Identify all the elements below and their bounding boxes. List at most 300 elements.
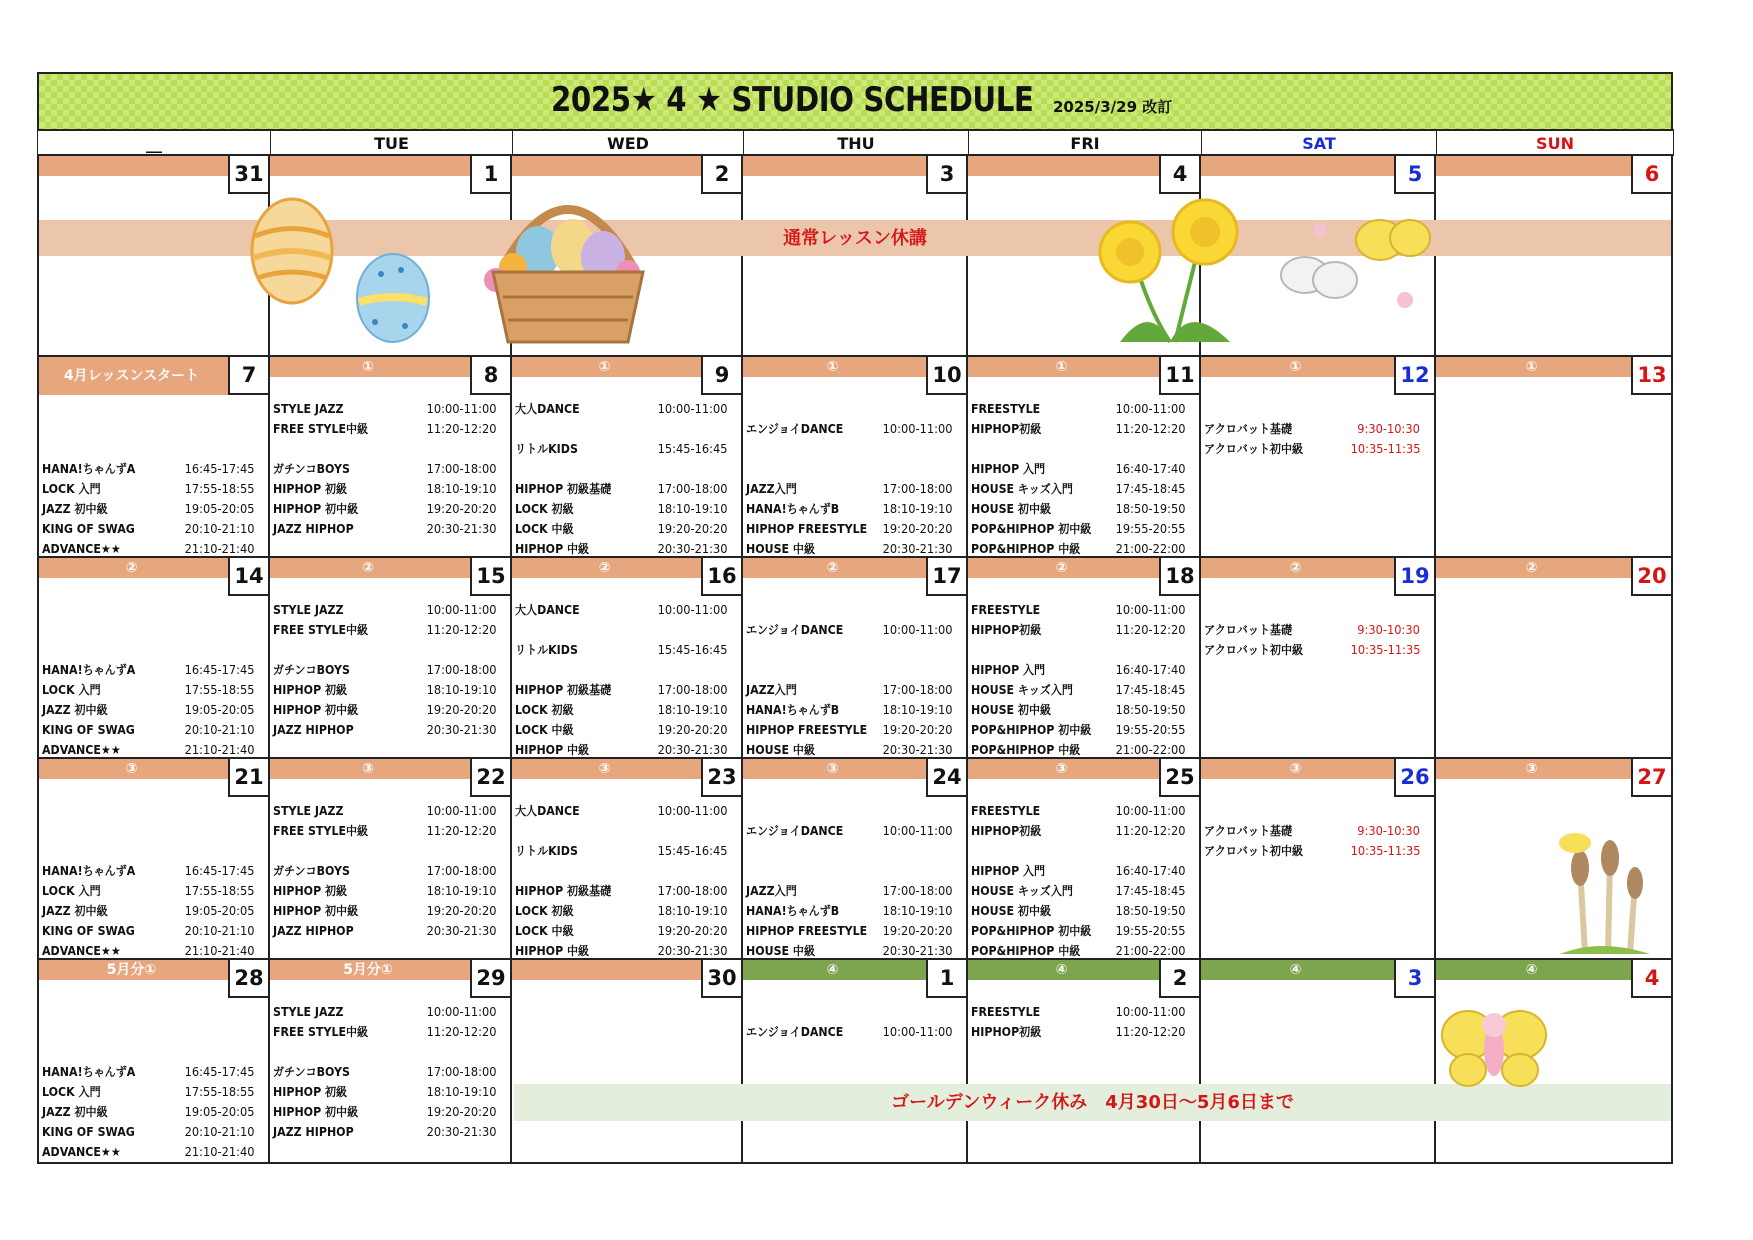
day-cell [270,960,512,1164]
lesson-time: 20:30-21:30 [426,924,496,938]
lesson-time: 17:55-18:55 [184,683,254,697]
lesson-time: 11:20-12:20 [426,824,496,838]
lesson-name: FREESTYLE [971,1005,1041,1019]
lesson-time: 9:30-10:30 [1357,623,1420,637]
lesson-time: 19:55-20:55 [1115,924,1185,938]
lesson-row [42,721,264,740]
date-number: 21 [228,759,268,797]
week-number-label: ② [1525,560,1538,576]
lesson-name: STYLE JAZZ [273,1005,344,1019]
week-number-label: ③ [598,761,611,777]
date-number: 4 [1159,156,1199,194]
date-number: 13 [1631,357,1671,395]
weekday-1: TUE [270,129,513,156]
lesson-row [1204,621,1430,640]
lesson-row [273,621,506,640]
lesson-name: HANA!ちゃんずB [746,904,840,918]
date-number: 16 [701,558,741,596]
lesson-row [746,540,962,558]
week-number-label: ① [362,359,374,375]
lesson-row [971,460,1195,479]
lesson-row [515,500,737,519]
lesson-time: 18:10-19:10 [657,703,727,717]
day-cell [968,558,1201,759]
lesson-time: 20:30-21:30 [882,944,952,958]
lesson-name: ガチンコBOYS [273,462,350,476]
lesson-row [42,681,264,700]
lesson-name: ADVANCE★★ [42,743,121,757]
lesson-name: HOUSE 初中級 [971,904,1052,918]
easter-egg-illustration [247,196,337,306]
lesson-row [746,681,962,700]
lesson-name: HIPHOP 初級基礎 [515,683,612,697]
lesson-name: HIPHOP FREESTYLE [746,924,868,938]
lesson-name: HOUSE 初中級 [971,502,1052,516]
lesson-time: 11:20-12:20 [1115,623,1185,637]
lesson-name: JAZZ HIPHOP [273,924,354,938]
week-number-label: ③ [125,761,138,777]
lesson-time: 19:20-20:20 [882,924,952,938]
day-cell [270,357,512,558]
lesson-row [273,1003,506,1022]
date-number: 12 [1394,357,1434,395]
lesson-time: 20:30-21:30 [882,743,952,757]
lesson-name: JAZZ入門 [746,884,797,898]
lesson-row [42,902,264,921]
lesson-row [971,400,1195,419]
lesson-name: HIPHOP初級 [971,824,1042,838]
lesson-time: 19:55-20:55 [1115,723,1185,737]
weekday-2: WED [512,129,744,156]
lesson-name: JAZZ HIPHOP [273,723,354,737]
lesson-time: 10:00-11:00 [882,623,952,637]
lesson-row [746,1023,962,1042]
lesson-row [971,681,1195,700]
lesson-time: 16:45-17:45 [184,864,254,878]
lesson-name: 大人DANCE [515,804,580,818]
lesson-name: ガチンコBOYS [273,663,350,677]
lesson-time: 19:20-20:20 [426,1105,496,1119]
day-cell [270,558,512,759]
lesson-name: JAZZ 初中級 [42,703,108,717]
day-cell [1201,558,1436,759]
lesson-name: FREE STYLE中級 [273,824,369,838]
lesson-row [273,1063,506,1082]
lesson-time: 17:45-18:45 [1115,482,1185,496]
date-number: 5 [1394,156,1434,194]
lesson-name: HIPHOP初級 [971,1025,1042,1039]
lesson-row [971,420,1195,439]
lesson-time: 16:40-17:40 [1115,864,1185,878]
date-number: 15 [470,558,510,596]
lesson-time: 10:00-11:00 [426,804,496,818]
lesson-time: 19:05-20:05 [184,1105,254,1119]
golden-week-banner: ゴールデンウィーク休み 4月30日～5月6日まで [514,1084,1671,1121]
date-number: 7 [228,357,268,395]
lesson-row [971,862,1195,881]
week-row-2 [37,357,1673,558]
lesson-row [515,922,737,941]
day-cell [743,558,968,759]
date-number: 4 [1631,960,1671,998]
lesson-row [42,661,264,680]
lesson-name: KING OF SWAG [42,1125,135,1139]
lesson-row [273,701,506,720]
lesson-row [273,520,506,539]
week-number-label: ③ [1525,761,1538,777]
lesson-row [515,480,737,499]
day-cell [743,357,968,558]
lesson-time: 20:30-21:30 [657,743,727,757]
lesson-time: 15:45-16:45 [657,643,727,657]
lesson-name: FREE STYLE中級 [273,1025,369,1039]
lesson-name: FREE STYLE中級 [273,422,369,436]
title-bar [37,72,1673,129]
lesson-row [746,480,962,499]
lesson-row [515,641,737,660]
day-cell [1201,357,1436,558]
lesson-name: FREESTYLE [971,402,1041,416]
lesson-time: 17:45-18:45 [1115,683,1185,697]
lesson-name: JAZZ 初中級 [42,904,108,918]
date-number: 8 [470,357,510,395]
lesson-name: KING OF SWAG [42,723,135,737]
lesson-name: HIPHOP 初中級 [273,904,359,918]
lesson-time: 10:00-11:00 [1115,1005,1185,1019]
lesson-time: 15:45-16:45 [657,844,727,858]
lesson-time: 16:40-17:40 [1115,663,1185,677]
lesson-row [42,1143,264,1162]
lesson-time: 10:00-11:00 [1115,804,1185,818]
lesson-name: LOCK 入門 [42,482,101,496]
lesson-name: LOCK 初級 [515,502,574,516]
lesson-row [515,721,737,740]
lesson-time: 20:30-21:30 [426,522,496,536]
lesson-name: HIPHOP初級 [971,623,1042,637]
lesson-time: 21:00-22:00 [1115,743,1185,757]
date-number: 14 [228,558,268,596]
lesson-name: FREE STYLE中級 [273,623,369,637]
day-cell [1201,759,1436,960]
lesson-time: 10:00-11:00 [882,824,952,838]
lesson-name: ADVANCE★★ [42,1145,121,1159]
lesson-row [971,621,1195,640]
lesson-name: HIPHOP FREESTYLE [746,723,868,737]
lesson-row [971,1003,1195,1022]
lesson-time: 21:00-22:00 [1115,944,1185,958]
lesson-row [42,862,264,881]
lesson-name: HIPHOP FREESTYLE [746,522,868,536]
lesson-row [42,922,264,941]
lesson-name: JAZZ 初中級 [42,502,108,516]
lesson-row [515,802,737,821]
lesson-time: 10:35-11:35 [1350,643,1420,657]
date-number: 2 [701,156,741,194]
lesson-row [1204,641,1430,660]
lesson-row [746,420,962,439]
easter-basket-illustration [478,172,658,352]
lesson-time: 19:05-20:05 [184,703,254,717]
lesson-time: 20:30-21:30 [426,723,496,737]
lesson-row [273,1123,506,1142]
lesson-row [515,681,737,700]
lesson-name: 大人DANCE [515,402,580,416]
date-number: 19 [1394,558,1434,596]
lesson-time: 11:20-12:20 [426,623,496,637]
horsetail-illustration [1540,828,1660,958]
lesson-time: 10:00-11:00 [426,1005,496,1019]
lesson-name: JAZZ HIPHOP [273,522,354,536]
lesson-name: HANA!ちゃんずA [42,663,136,677]
week-number-label: ① [598,359,611,375]
lesson-row [1204,822,1430,841]
week-number-label: 4月レッスンスタート [63,368,200,384]
lesson-time: 18:10-19:10 [657,502,727,516]
lesson-row [42,1123,264,1142]
lesson-name: HIPHOP 初級 [273,683,348,697]
lesson-time: 17:00-18:00 [657,884,727,898]
lesson-time: 15:45-16:45 [657,442,727,456]
lesson-time: 17:55-18:55 [184,884,254,898]
lesson-row [273,500,506,519]
lesson-row [746,922,962,941]
lesson-row [273,721,506,740]
week-number-label: ② [826,560,839,576]
lesson-name: LOCK 入門 [42,1085,101,1099]
lesson-name: エンジョイDANCE [746,623,844,637]
date-number: 22 [470,759,510,797]
lesson-name: JAZZ入門 [746,482,797,496]
lesson-time: 10:00-11:00 [882,1025,952,1039]
date-number: 25 [1159,759,1199,797]
date-number: 17 [926,558,966,596]
week-number-label: ② [362,560,374,576]
lesson-time: 11:20-12:20 [426,1025,496,1039]
lesson-time: 21:10-21:40 [184,944,254,958]
lesson-row [42,741,264,759]
lesson-name: HIPHOP 初中級 [273,703,359,717]
week-row-3 [37,558,1673,759]
lesson-row [971,1023,1195,1042]
lesson-name: STYLE JAZZ [273,804,344,818]
lesson-row [971,902,1195,921]
lesson-row [273,822,506,841]
lesson-name: HIPHOP 初級 [273,482,348,496]
week-number-label: ④ [826,962,839,978]
date-number: 31 [228,156,268,194]
lesson-row [746,721,962,740]
week-number-label: ④ [1055,962,1068,978]
lesson-name: HIPHOP 初級基礎 [515,884,612,898]
week-number-label: ② [1289,560,1302,576]
lesson-time: 11:20-12:20 [1115,422,1185,436]
lesson-time: 19:20-20:20 [657,723,727,737]
lesson-name: HIPHOP初級 [971,422,1042,436]
lesson-time: 21:10-21:40 [184,743,254,757]
lesson-row [42,942,264,960]
lesson-row [746,500,962,519]
lesson-row [515,601,737,620]
lesson-name: リトルKIDS [515,844,578,858]
lesson-name: エンジョイDANCE [746,422,844,436]
day-cell [37,759,270,960]
lesson-time: 20:30-21:30 [882,542,952,556]
lesson-row [971,701,1195,720]
lesson-name: HIPHOP 入門 [971,663,1046,677]
week-number-label: ③ [826,761,839,777]
lesson-time: 16:45-17:45 [184,1065,254,1079]
lesson-row [515,902,737,921]
lesson-name: ADVANCE★★ [42,944,121,958]
lesson-name: アクロバット基礎 [1204,623,1293,637]
lesson-name: HOUSE キッズ入門 [971,884,1073,898]
lesson-name: HIPHOP 初級 [273,1085,348,1099]
lesson-row [971,721,1195,740]
lesson-row [42,1103,264,1122]
lesson-time: 19:05-20:05 [184,904,254,918]
lesson-time: 19:20-20:20 [426,502,496,516]
lesson-row [273,460,506,479]
lesson-name: HOUSE キッズ入門 [971,482,1073,496]
lesson-time: 16:45-17:45 [184,663,254,677]
week-number-label: ① [1525,359,1538,375]
lesson-time: 18:10-19:10 [657,904,727,918]
lesson-row [273,400,506,419]
lesson-row [746,942,962,960]
lesson-time: 17:00-18:00 [657,683,727,697]
lesson-name: POP&HIPHOP 初中級 [971,522,1092,536]
lesson-time: 18:50-19:50 [1115,904,1185,918]
date-number: 3 [926,156,966,194]
week-number-label: ① [1289,359,1302,375]
lesson-name: リトルKIDS [515,442,578,456]
lesson-time: 19:55-20:55 [1115,522,1185,536]
day-cell [512,357,743,558]
lesson-name: アクロバット初中級 [1204,643,1304,657]
lesson-time: 20:10-21:10 [184,1125,254,1139]
day-cell [512,558,743,759]
week-row-4 [37,759,1673,960]
lesson-time: 11:20-12:20 [426,422,496,436]
lesson-time: 18:10-19:10 [426,683,496,697]
lesson-time: 18:50-19:50 [1115,502,1185,516]
date-number: 23 [701,759,741,797]
lesson-time: 18:10-19:10 [882,502,952,516]
lesson-row [515,882,737,901]
lesson-name: HIPHOP 入門 [971,864,1046,878]
lesson-time: 18:10-19:10 [882,703,952,717]
week-number-label: ② [1055,560,1068,576]
lesson-name: LOCK 中級 [515,924,574,938]
lesson-row [1204,440,1430,459]
week-number-label: ④ [1289,962,1302,978]
lesson-row [971,802,1195,821]
lesson-name: LOCK 初級 [515,703,574,717]
day-cell [1201,960,1436,1164]
lesson-row [273,420,506,439]
lesson-row [971,480,1195,499]
lesson-time: 21:10-21:40 [184,1145,254,1159]
lesson-name: POP&HIPHOP 中級 [971,542,1081,556]
lesson-name: アクロバット初中級 [1204,844,1304,858]
lesson-time: 10:00-11:00 [426,402,496,416]
closed-banner: 通常レッスン休講 [39,220,1671,256]
lesson-row [273,902,506,921]
lesson-row [42,520,264,539]
lesson-name: HOUSE キッズ入門 [971,683,1073,697]
lesson-row [273,1023,506,1042]
lesson-row [42,1083,264,1102]
lesson-row [971,741,1195,759]
week-number-label: 5月分① [343,962,393,978]
lesson-time: 17:55-18:55 [184,482,254,496]
lesson-row [42,701,264,720]
lesson-row [42,500,264,519]
lesson-time: 10:00-11:00 [657,804,727,818]
date-number: 1 [470,156,510,194]
lesson-row [42,480,264,499]
lesson-name: HIPHOP 中級 [515,743,590,757]
date-number: 27 [1631,759,1671,797]
lesson-name: STYLE JAZZ [273,603,344,617]
lesson-name: KING OF SWAG [42,924,135,938]
lesson-time: 17:45-18:45 [1115,884,1185,898]
lesson-time: 17:00-18:00 [426,864,496,878]
lesson-row [42,1063,264,1082]
day-cell [1436,558,1673,759]
lesson-time: 10:00-11:00 [426,603,496,617]
day-cell [270,759,512,960]
butterfly-illustration [1438,995,1548,1095]
date-number: 11 [1159,357,1199,395]
lesson-time: 21:10-21:40 [184,542,254,556]
date-number: 3 [1394,960,1434,998]
lesson-name: アクロバット基礎 [1204,824,1293,838]
day-cell [743,960,968,1164]
lesson-row [515,701,737,720]
lesson-name: ADVANCE★★ [42,542,121,556]
lesson-time: 19:20-20:20 [426,703,496,717]
lesson-name: HANA!ちゃんずA [42,462,136,476]
lesson-name: アクロバット初中級 [1204,442,1304,456]
lesson-row [971,661,1195,680]
day-cell [37,357,270,558]
lesson-row [273,882,506,901]
lesson-time: 19:20-20:20 [657,924,727,938]
lesson-time: 17:00-18:00 [426,663,496,677]
week-number-label: ④ [1525,962,1538,978]
lesson-time: 17:00-18:00 [426,462,496,476]
week-number-label: ② [598,560,611,576]
lesson-name: HOUSE 中級 [746,542,816,556]
weekday-5: SAT [1201,129,1437,156]
lesson-time: 20:10-21:10 [184,924,254,938]
lesson-name: リトルKIDS [515,643,578,657]
lesson-time: 20:30-21:30 [657,944,727,958]
lesson-row [971,942,1195,960]
lesson-name: LOCK 入門 [42,884,101,898]
dandelion-illustration [1090,192,1250,352]
lesson-name: HOUSE 中級 [746,743,816,757]
lesson-row [273,601,506,620]
lesson-time: 19:20-20:20 [882,723,952,737]
lesson-row [971,822,1195,841]
lesson-time: 10:35-11:35 [1350,844,1420,858]
date-number: 2 [1159,960,1199,998]
lesson-name: LOCK 初級 [515,904,574,918]
lesson-row [746,701,962,720]
lesson-name: HIPHOP 中級 [515,944,590,958]
